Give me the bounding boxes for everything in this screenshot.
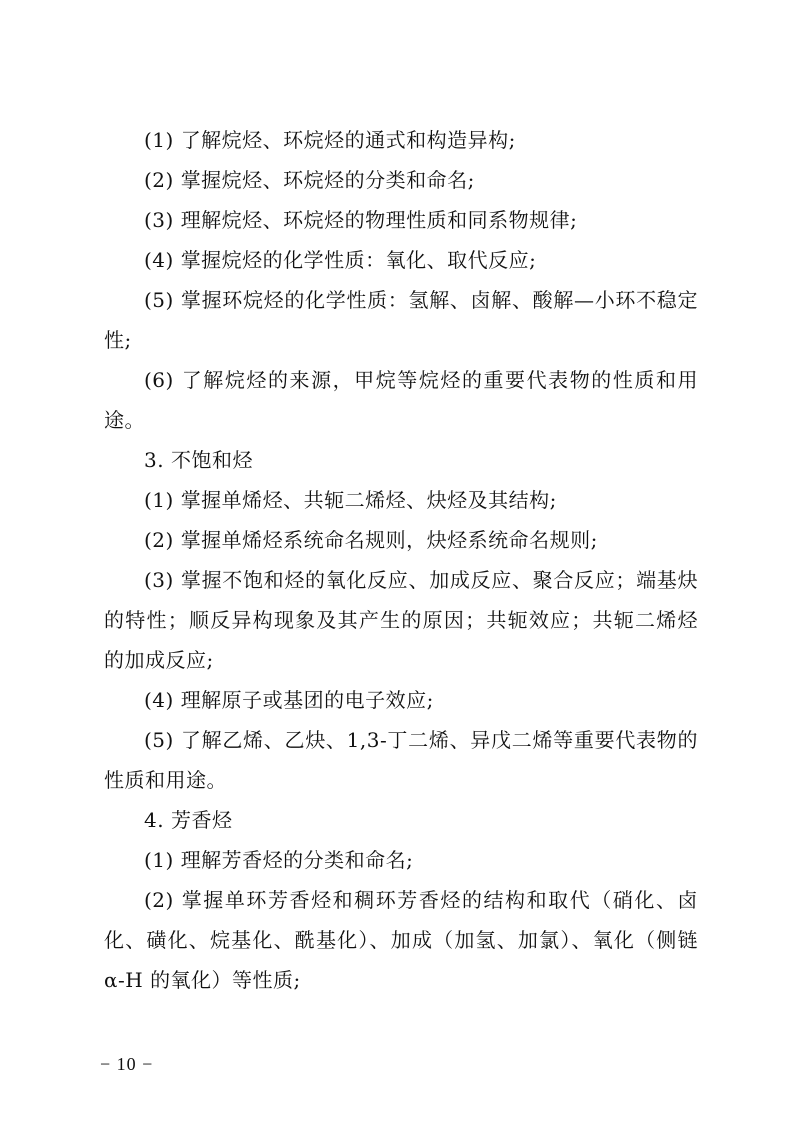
paragraph-aromatic-2: (2) 掌握单环芳香烃和稠环芳香烃的结构和取代（硝化、卤化、磺化、烷基化、酰基化）、加成（加氢、加氯）、氧化（侧链α-H 的氧化）等性质; [104, 888, 698, 992]
paragraph-alkane-6: (6) 了解烷烃的来源，甲烷等烷烃的重要代表物的性质和用途。 [104, 368, 698, 432]
paragraph-unsaturated-4: (4) 理解原子或基团的电子效应; [144, 688, 434, 712]
paragraph-unsaturated-1: (1) 掌握单烯烃、共轭二烯烃、炔烃及其结构; [144, 488, 557, 512]
paragraph-alkane-2: (2) 掌握烷烃、环烷烃的分类和命名; [144, 168, 475, 192]
section-heading-aromatic: 4. 芳香烃 [144, 808, 233, 832]
section-heading-unsaturated: 3. 不饱和烃 [144, 448, 253, 472]
page-number: − 10 − [100, 1054, 154, 1074]
paragraph-unsaturated-3: (3) 掌握不饱和烃的氧化反应、加成反应、聚合反应；端基炔的特性；顺反异构现象及其产生的原因；共轭效应；共轭二烯烃的加成反应; [104, 568, 698, 672]
paragraph-unsaturated-2: (2) 掌握单烯烃系统命名规则，炔烃系统命名规则; [144, 528, 598, 552]
paragraph-alkane-5: (5) 掌握环烷烃的化学性质：氢解、卤解、酸解—小环不稳定性; [104, 288, 698, 352]
paragraph-alkane-4: (4) 掌握烷烃的化学性质：氧化、取代反应; [144, 248, 537, 272]
page-content [104, 120, 698, 1000]
paragraph-alkane-3: (3) 理解烷烃、环烷烃的物理性质和同系物规律; [144, 208, 578, 232]
paragraph-aromatic-1: (1) 理解芳香烃的分类和命名; [144, 848, 414, 872]
paragraph-alkane-1: (1) 了解烷烃、环烷烃的通式和构造异构; [144, 128, 516, 152]
paragraph-unsaturated-5: (5) 了解乙烯、乙炔、1,3-丁二烯、异戊二烯等重要代表物的性质和用途。 [104, 728, 698, 792]
